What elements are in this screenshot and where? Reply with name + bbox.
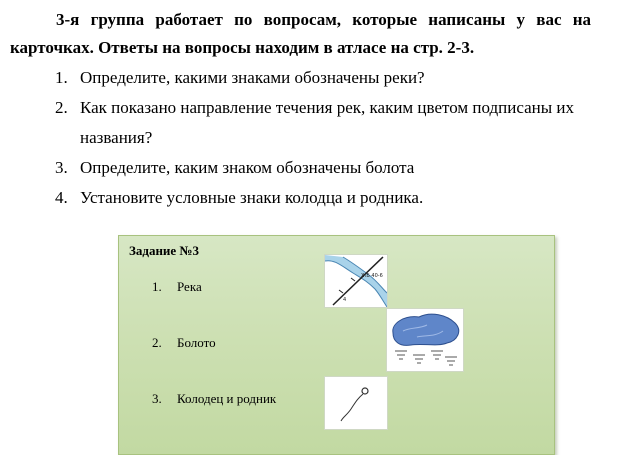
intro-line-1: 3-я группа работает по вопросам, которые написаны у вас на	[56, 10, 592, 29]
question-number: 1.	[55, 68, 68, 87]
question-number: 2.	[55, 98, 68, 117]
question-item	[0, 158, 625, 188]
question-item	[0, 188, 625, 218]
question-text: Определите, какими знаками обозначены реки?	[80, 68, 425, 87]
questions-list	[0, 68, 625, 218]
question-number: 3.	[55, 158, 68, 177]
task-item-number: 2.	[152, 335, 162, 350]
question-item	[0, 68, 625, 98]
swamp-symbol-icon	[386, 308, 464, 372]
task-item-label: Колодец и родник	[177, 391, 277, 406]
question-text: Как показано направление течения рек, каким цветом подписаны их	[80, 98, 575, 117]
river-map-label: ЖБ 40-6	[361, 273, 383, 279]
question-text-continued: названия?	[80, 128, 153, 147]
task-item-number: 3.	[152, 391, 162, 406]
question-text: Определите, каким знаком обозначены болота	[80, 158, 415, 177]
intro-text	[0, 6, 625, 62]
svg-text:4: 4	[343, 297, 347, 303]
question-number: 4.	[55, 188, 68, 207]
well-spring-symbol-icon	[324, 376, 388, 430]
question-item	[0, 98, 625, 158]
task-card	[118, 235, 555, 455]
river-symbol-icon	[324, 254, 388, 308]
intro-line-2: карточках. Ответы на вопросы находим в атласе на стр. 2-3.	[10, 38, 475, 57]
task-item-number: 1.	[152, 279, 162, 294]
question-text: Установите условные знаки колодца и родника.	[80, 188, 424, 207]
task-card-title: Задание №3	[129, 243, 200, 258]
task-item-label: Река	[177, 279, 202, 294]
task-item-label: Болото	[177, 335, 216, 350]
